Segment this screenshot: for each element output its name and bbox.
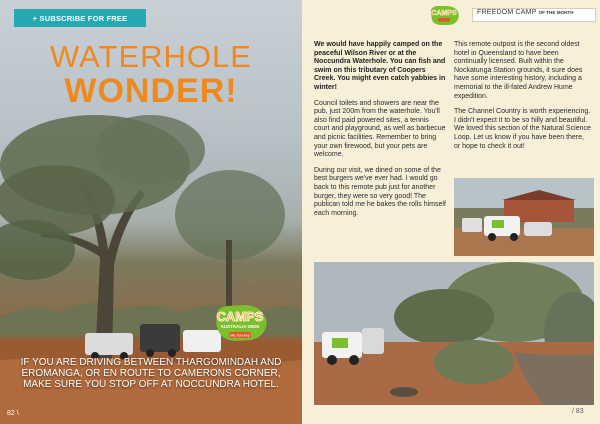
svg-text:CAMPS: CAMPS	[216, 309, 264, 324]
svg-text:AUSTRALIA WIDE: AUSTRALIA WIDE	[220, 324, 260, 329]
page-number-left: 82 \	[7, 410, 19, 417]
section-tag	[472, 8, 596, 22]
headline-line2: WONDER!	[64, 72, 238, 110]
article-column-1	[314, 41, 446, 225]
page-number-right: / 83	[572, 408, 584, 415]
body-paragraph: During our visit, we dined on some of the best burgers we've ever had. I would go back to this remote pub just for another burger, they were so very good! The publican told me he bakes the rolls himself each morning.	[314, 166, 446, 217]
camps-small-logo-icon	[426, 3, 462, 27]
svg-text:CAMPS: CAMPS	[431, 10, 457, 17]
svg-text:My Journey: My Journey	[230, 333, 250, 338]
section-tag-sub: OF THE MONTH	[538, 10, 574, 15]
subscribe-button[interactable]: + SUBSCRIBE FOR FREE	[14, 9, 146, 27]
article-column-2	[454, 41, 592, 158]
page-headline	[0, 40, 302, 108]
photo-caption: IF YOU ARE DRIVING BETWEEN THARGOMINDAH AND EROMANGA, OR EN ROUTE TO CAMERONS CORNER, MAKE SURE YOU STOP OFF AT NOCCUNDRA HOTEL.	[20, 357, 282, 390]
body-paragraph: The Channel Country is worth experiencing. I didn't expect it to be so hilly and beautiful. We loved this section of the Natural Science Loop. Let us know if you have been there, or hope to check it out!	[454, 108, 591, 150]
waterhole-camp-photo	[314, 262, 594, 405]
camps-logo-icon	[207, 300, 273, 344]
right-page	[302, 0, 600, 424]
lead-paragraph: We would have happily camped on the peaceful Wilson River or at the Noccundra Waterhole. You can fish and swim on this tributary of Coopers Creek. You might even catch yabbies in winter!	[314, 41, 446, 91]
hotel-photo	[454, 178, 594, 256]
body-paragraph: This remote outpost is the second oldest hotel in Queensland to have been continually licensed. Built within the Nockatunga Station grounds, it sure does have some interesting history, including a memorial to the ill-fated Andrew Hume expedition.	[454, 41, 583, 100]
section-tag-main: FREEDOM CAMP	[477, 9, 537, 16]
headline-line1: WATERHOLE	[50, 39, 252, 74]
body-paragraph: Council toilets and showers are near the pub, just 200m from the waterhole. You'll also find paid powered sites, a tennis court and playground, as well as barbecue and picnic facilities. Remember to bring your own firewood, but your pets are welcome.	[314, 99, 446, 159]
